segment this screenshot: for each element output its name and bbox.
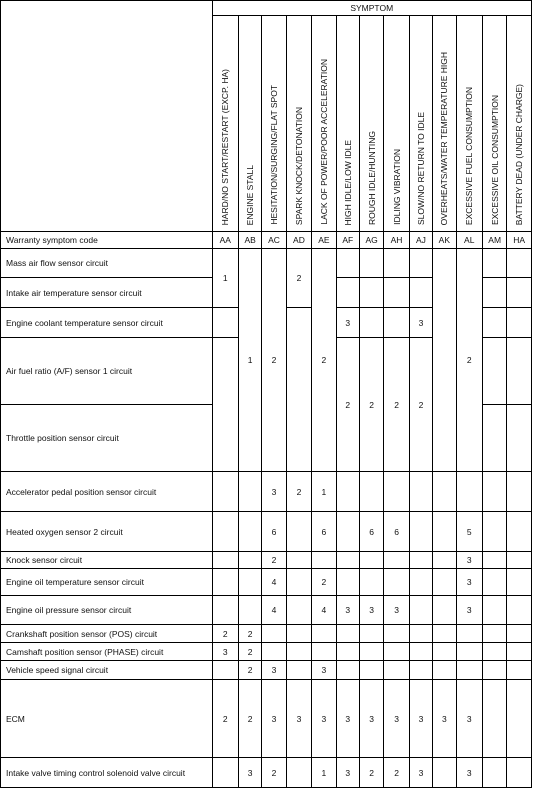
cell-empty bbox=[286, 643, 311, 661]
cell-value: 2 bbox=[336, 338, 359, 472]
cell-empty bbox=[507, 552, 532, 569]
cell-empty bbox=[212, 308, 238, 338]
cell-empty bbox=[262, 625, 286, 643]
cell-value: 3 bbox=[336, 680, 359, 758]
cell-value: 2 bbox=[262, 552, 286, 569]
cell-value: 2 bbox=[359, 338, 383, 472]
cell-value: 3 bbox=[262, 472, 286, 512]
cell-empty bbox=[212, 661, 238, 680]
cell-empty bbox=[433, 596, 456, 625]
cell-empty bbox=[507, 472, 532, 512]
header-blank-cell bbox=[1, 1, 213, 232]
cell-empty bbox=[286, 661, 311, 680]
symptom-col-ha: BATTERY DEAD (UNDER CHARGE) bbox=[507, 16, 532, 232]
cell-value: 3 bbox=[433, 680, 456, 758]
symptom-header: SYMPTOM bbox=[212, 1, 531, 16]
code-cell: HA bbox=[507, 232, 532, 249]
cell-value: 3 bbox=[456, 596, 482, 625]
cell-value: 3 bbox=[336, 758, 359, 788]
code-cell: AJ bbox=[409, 232, 432, 249]
symptom-col-al: EXCESSIVE FUEL CONSUMPTION bbox=[456, 16, 482, 232]
cell-empty bbox=[336, 643, 359, 661]
cell-empty bbox=[312, 625, 336, 643]
cell-empty bbox=[409, 625, 432, 643]
cell-empty bbox=[286, 758, 311, 788]
cell-value: 2 bbox=[212, 680, 238, 758]
cell-empty bbox=[507, 512, 532, 552]
cell-empty bbox=[336, 472, 359, 512]
cell-empty bbox=[507, 625, 532, 643]
symptom-col-ae: LACK OF POWER/POOR ACCELERATION bbox=[312, 16, 336, 232]
cell-empty bbox=[336, 512, 359, 552]
cell-value: 3 bbox=[456, 569, 482, 596]
cell-empty bbox=[482, 643, 506, 661]
cell-empty bbox=[409, 249, 432, 278]
cell-empty bbox=[433, 643, 456, 661]
cell-empty bbox=[286, 625, 311, 643]
cell-value: 2 bbox=[359, 758, 383, 788]
cell-empty bbox=[384, 661, 409, 680]
symptom-col-am: EXCESSIVE OIL CONSUMPTION bbox=[482, 16, 506, 232]
cell-empty bbox=[359, 308, 383, 338]
cell-empty bbox=[409, 661, 432, 680]
cell-empty bbox=[286, 308, 311, 472]
cell-empty bbox=[482, 405, 506, 472]
cell-empty bbox=[312, 643, 336, 661]
cell-value: 2 bbox=[238, 680, 261, 758]
cell-empty bbox=[409, 569, 432, 596]
cell-empty bbox=[262, 643, 286, 661]
cell-value: 2 bbox=[262, 249, 286, 472]
cell-empty bbox=[336, 552, 359, 569]
cell-empty bbox=[507, 249, 532, 278]
cell-empty bbox=[359, 552, 383, 569]
cell-empty bbox=[433, 569, 456, 596]
cell-value: 6 bbox=[262, 512, 286, 552]
cell-value: 2 bbox=[238, 625, 261, 643]
cell-empty bbox=[507, 680, 532, 758]
cell-empty bbox=[507, 278, 532, 308]
cell-empty bbox=[238, 596, 261, 625]
cell-empty bbox=[482, 661, 506, 680]
code-cell: AE bbox=[312, 232, 336, 249]
cell-empty bbox=[359, 643, 383, 661]
cell-empty bbox=[456, 643, 482, 661]
cell-empty bbox=[238, 472, 261, 512]
symptom-col-ah: IDLING VIBRATION bbox=[384, 16, 409, 232]
cell-empty bbox=[384, 249, 409, 278]
cell-empty bbox=[384, 308, 409, 338]
cell-empty bbox=[286, 569, 311, 596]
cell-empty bbox=[433, 661, 456, 680]
cell-value: 2 bbox=[312, 569, 336, 596]
symptom-col-ab: ENGINE STALL bbox=[238, 16, 261, 232]
cell-value: 3 bbox=[409, 308, 432, 338]
code-cell: AC bbox=[262, 232, 286, 249]
cell-empty bbox=[212, 552, 238, 569]
cell-value: 6 bbox=[359, 512, 383, 552]
cell-empty bbox=[456, 625, 482, 643]
cell-empty bbox=[482, 596, 506, 625]
cell-value: 2 bbox=[238, 661, 261, 680]
cell-value: 6 bbox=[312, 512, 336, 552]
symptom-col-ac: HESITATION/SURGING/FLAT SPOT bbox=[262, 16, 286, 232]
cell-empty bbox=[286, 512, 311, 552]
cell-empty bbox=[409, 552, 432, 569]
row-label-af-sensor: Air fuel ratio (A/F) sensor 1 circuit bbox=[1, 338, 213, 405]
cell-value: 3 bbox=[409, 680, 432, 758]
cell-empty bbox=[482, 308, 506, 338]
cell-empty bbox=[286, 596, 311, 625]
row-label-ckp: Crankshaft position sensor (POS) circuit bbox=[1, 625, 213, 643]
cell-empty bbox=[482, 249, 506, 278]
cell-value: 3 bbox=[359, 596, 383, 625]
row-label-ivt: Intake valve timing control solenoid valve circuit bbox=[1, 758, 213, 788]
cell-empty bbox=[359, 661, 383, 680]
cell-value: 3 bbox=[336, 308, 359, 338]
cell-empty bbox=[482, 680, 506, 758]
cell-empty bbox=[336, 569, 359, 596]
cell-empty bbox=[409, 472, 432, 512]
cell-empty bbox=[212, 472, 238, 512]
cell-value: 2 bbox=[384, 758, 409, 788]
cell-value: 6 bbox=[384, 512, 409, 552]
cell-empty bbox=[456, 472, 482, 512]
cell-empty bbox=[409, 278, 432, 308]
cell-empty bbox=[482, 278, 506, 308]
symptom-col-ag: ROUGH IDLE/HUNTING bbox=[359, 16, 383, 232]
cell-value: 4 bbox=[262, 596, 286, 625]
cell-empty bbox=[336, 625, 359, 643]
code-cell: AL bbox=[456, 232, 482, 249]
symptom-col-aa: HARD/NO START/RESTART (EXCP. HA) bbox=[212, 16, 238, 232]
cell-empty bbox=[507, 405, 532, 472]
cell-value: 3 bbox=[336, 596, 359, 625]
cell-value: 3 bbox=[262, 680, 286, 758]
code-cell: AB bbox=[238, 232, 261, 249]
row-label-ecm: ECM bbox=[1, 680, 213, 758]
cell-empty bbox=[384, 278, 409, 308]
cell-empty bbox=[482, 625, 506, 643]
cell-value: 3 bbox=[409, 758, 432, 788]
symptom-col-ad: SPARK KNOCK/DETONATION bbox=[286, 16, 311, 232]
cell-value: 2 bbox=[456, 249, 482, 472]
cell-empty bbox=[433, 625, 456, 643]
cell-empty bbox=[384, 643, 409, 661]
cell-empty bbox=[359, 249, 383, 278]
row-label-ho2s2: Heated oxygen sensor 2 circuit bbox=[1, 512, 213, 552]
cell-empty bbox=[507, 596, 532, 625]
cell-value: 4 bbox=[262, 569, 286, 596]
cell-value: 1 bbox=[312, 758, 336, 788]
code-cell: AA bbox=[212, 232, 238, 249]
cell-empty bbox=[482, 569, 506, 596]
row-label-ect: Engine coolant temperature sensor circuit bbox=[1, 308, 213, 338]
cell-empty bbox=[384, 552, 409, 569]
cell-value: 2 bbox=[312, 249, 336, 472]
row-label-cmp: Camshaft position sensor (PHASE) circuit bbox=[1, 643, 213, 661]
row-label-app: Accelerator pedal position sensor circuit bbox=[1, 472, 213, 512]
cell-empty bbox=[336, 278, 359, 308]
cell-value: 1 bbox=[312, 472, 336, 512]
cell-empty bbox=[433, 758, 456, 788]
cell-empty bbox=[482, 552, 506, 569]
cell-empty bbox=[409, 643, 432, 661]
cell-empty bbox=[212, 512, 238, 552]
cell-value: 3 bbox=[456, 758, 482, 788]
cell-value: 3 bbox=[456, 552, 482, 569]
cell-empty bbox=[433, 249, 456, 472]
cell-value: 2 bbox=[212, 625, 238, 643]
cell-empty bbox=[336, 661, 359, 680]
symptom-col-ak: OVERHEATS/WATER TEMPERATURE HIGH bbox=[433, 16, 456, 232]
row-label-oil-temp: Engine oil temperature sensor circuit bbox=[1, 569, 213, 596]
cell-value: 5 bbox=[456, 512, 482, 552]
cell-value: 3 bbox=[456, 680, 482, 758]
cell-empty bbox=[212, 758, 238, 788]
cell-empty bbox=[507, 338, 532, 405]
cell-value: 3 bbox=[359, 680, 383, 758]
row-label-vss: Vehicle speed signal circuit bbox=[1, 661, 213, 680]
row-label-oil-pressure: Engine oil pressure sensor circuit bbox=[1, 596, 213, 625]
cell-empty bbox=[359, 278, 383, 308]
cell-empty bbox=[482, 338, 506, 405]
cell-value: 3 bbox=[262, 661, 286, 680]
cell-value: 2 bbox=[286, 249, 311, 308]
cell-empty bbox=[507, 758, 532, 788]
cell-empty bbox=[312, 552, 336, 569]
code-cell: AG bbox=[359, 232, 383, 249]
cell-empty bbox=[212, 596, 238, 625]
cell-empty bbox=[238, 552, 261, 569]
code-cell: AD bbox=[286, 232, 311, 249]
row-label-tps: Throttle position sensor circuit bbox=[1, 405, 213, 472]
cell-empty bbox=[336, 249, 359, 278]
cell-empty bbox=[433, 552, 456, 569]
symptom-col-aj: SLOW/NO RETURN TO IDLE bbox=[409, 16, 432, 232]
cell-value: 1 bbox=[212, 249, 238, 308]
cell-empty bbox=[212, 338, 238, 472]
cell-empty bbox=[384, 625, 409, 643]
row-label-knock: Knock sensor circuit bbox=[1, 552, 213, 569]
cell-value: 3 bbox=[286, 680, 311, 758]
cell-empty bbox=[433, 512, 456, 552]
warranty-code-label: Warranty symptom code bbox=[1, 232, 213, 249]
cell-value: 2 bbox=[409, 338, 432, 472]
cell-empty bbox=[507, 308, 532, 338]
code-cell: AH bbox=[384, 232, 409, 249]
cell-value: 2 bbox=[286, 472, 311, 512]
cell-empty bbox=[507, 661, 532, 680]
cell-empty bbox=[359, 625, 383, 643]
symptom-col-af: HIGH IDLE/LOW IDLE bbox=[336, 16, 359, 232]
cell-value: 3 bbox=[384, 596, 409, 625]
code-cell: AK bbox=[433, 232, 456, 249]
row-label-maf: Mass air flow sensor circuit bbox=[1, 249, 213, 278]
cell-value: 3 bbox=[312, 661, 336, 680]
cell-empty bbox=[212, 569, 238, 596]
cell-empty bbox=[482, 472, 506, 512]
cell-empty bbox=[384, 569, 409, 596]
cell-value: 2 bbox=[238, 643, 261, 661]
cell-empty bbox=[286, 552, 311, 569]
cell-empty bbox=[238, 512, 261, 552]
cell-value: 3 bbox=[212, 643, 238, 661]
cell-empty bbox=[384, 472, 409, 512]
cell-empty bbox=[409, 512, 432, 552]
cell-value: 3 bbox=[238, 758, 261, 788]
cell-empty bbox=[433, 472, 456, 512]
cell-empty bbox=[482, 758, 506, 788]
cell-empty bbox=[409, 596, 432, 625]
cell-empty bbox=[359, 569, 383, 596]
cell-empty bbox=[507, 569, 532, 596]
cell-value: 3 bbox=[384, 680, 409, 758]
cell-value: 1 bbox=[238, 249, 261, 472]
cell-value: 3 bbox=[312, 680, 336, 758]
code-cell: AF bbox=[336, 232, 359, 249]
cell-empty bbox=[359, 472, 383, 512]
row-label-iat: Intake air temperature sensor circuit bbox=[1, 278, 213, 308]
cell-value: 2 bbox=[262, 758, 286, 788]
cell-empty bbox=[238, 569, 261, 596]
code-cell: AM bbox=[482, 232, 506, 249]
cell-empty bbox=[482, 512, 506, 552]
cell-value: 4 bbox=[312, 596, 336, 625]
cell-value: 2 bbox=[384, 338, 409, 472]
cell-empty bbox=[507, 643, 532, 661]
cell-empty bbox=[456, 661, 482, 680]
